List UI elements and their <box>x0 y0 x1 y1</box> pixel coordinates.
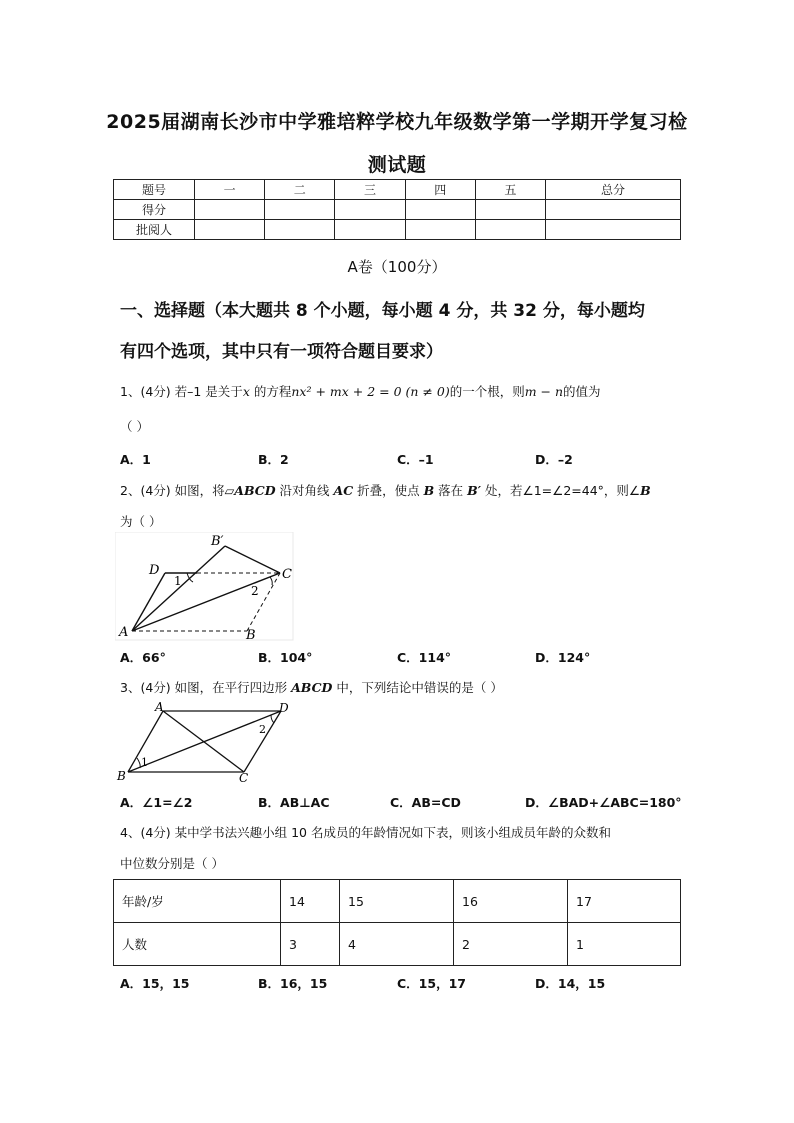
table-cell: 2 <box>454 923 568 966</box>
score-header-cell: 题号 <box>114 180 195 200</box>
table-cell: 年龄/岁 <box>114 880 281 923</box>
question-2-text: 2、(4分) 如图，将▱ABCD 沿对角线 AC 折叠，使点 B 落在 B′ 处，若∠1=∠2=44°，则∠B <box>120 483 651 498</box>
label-c: C <box>282 567 292 582</box>
question-4-text: 4、(4分) 某中学书法兴趣小组 10 名成员的年龄情况如下表，则该小组成员年龄的众数和 <box>120 825 611 840</box>
score-cell[interactable] <box>475 200 545 220</box>
label-angle-2: 2 <box>259 723 266 736</box>
score-row-label: 批阅人 <box>114 220 195 240</box>
score-cell[interactable] <box>405 200 475 220</box>
table-cell: 16 <box>454 880 568 923</box>
table-cell: 1 <box>568 923 681 966</box>
q3-option-d[interactable]: D．∠BAD+∠ABC=180° <box>525 795 682 810</box>
angle-1-arc <box>137 758 140 768</box>
q4-option-c[interactable]: C．15，17 <box>397 976 466 991</box>
label-d: D <box>149 563 160 578</box>
score-header-cell: 总分 <box>546 180 681 200</box>
table-cell: 4 <box>340 923 454 966</box>
score-table-header-row <box>114 180 681 200</box>
score-cell[interactable] <box>265 200 335 220</box>
question-3-text: 3、(4分) 如图，在平行四边形 ABCD 中，下列结论中错误的是（ ） <box>120 680 503 695</box>
score-cell[interactable] <box>546 220 681 240</box>
label-d: D <box>279 701 289 715</box>
figure-frame <box>115 532 293 640</box>
score-header-cell: 五 <box>475 180 545 200</box>
score-cell[interactable] <box>546 200 681 220</box>
score-cell[interactable] <box>475 220 545 240</box>
q2-option-b[interactable]: B．104° <box>258 650 313 665</box>
label-c: C <box>239 771 249 785</box>
score-cell[interactable] <box>335 220 405 240</box>
q1-option-c[interactable]: C．–1 <box>397 452 434 467</box>
table-cell: 15 <box>340 880 454 923</box>
score-header-cell: 四 <box>405 180 475 200</box>
score-cell[interactable] <box>405 220 475 240</box>
table-cell: 人数 <box>114 923 281 966</box>
label-b: B <box>117 769 126 783</box>
label-angle-1: 1 <box>174 574 182 588</box>
q1-option-b[interactable]: B．2 <box>258 452 289 467</box>
table-row <box>114 880 681 923</box>
score-table-row <box>114 200 681 220</box>
label-a: A <box>119 625 129 640</box>
angle-2-arc <box>271 715 274 723</box>
q1-option-d[interactable]: D．–2 <box>535 452 573 467</box>
label-angle-2: 2 <box>251 584 259 598</box>
score-header-cell: 一 <box>195 180 265 200</box>
edge-cd <box>244 711 281 772</box>
question-2-blank: 为（ ） <box>120 514 162 529</box>
score-table-row <box>114 220 681 240</box>
table-cell: 14 <box>281 880 340 923</box>
q1-option-a[interactable]: A．1 <box>120 452 151 467</box>
q4-option-b[interactable]: B．16，15 <box>258 976 328 991</box>
table-cell: 17 <box>568 880 681 923</box>
q4-option-d[interactable]: D．14，15 <box>535 976 606 991</box>
question-1-blank: （ ） <box>120 419 149 434</box>
score-cell[interactable] <box>195 200 265 220</box>
table-cell: 3 <box>281 923 340 966</box>
q3-option-c[interactable]: C．AB=CD <box>390 795 461 810</box>
q3-option-a[interactable]: A．∠1=∠2 <box>120 795 193 810</box>
label-b-prime: B′ <box>211 534 224 549</box>
question-1-text: 1、(4分) 若–1 是关于x 的方程nx² + mx + 2 = 0 (n ≠ 0)的一个根，则m − n的值为 <box>120 384 601 399</box>
q2-option-c[interactable]: C．114° <box>397 650 452 665</box>
volume-title: A卷（100分） <box>347 258 447 276</box>
figure-q3-parallelogram <box>113 700 293 786</box>
page-title-line1: 2025届湖南长沙市中学雅培粹学校九年级数学第一学期开学复习检 <box>106 111 688 133</box>
q3-option-b[interactable]: B．AB⊥AC <box>258 795 330 810</box>
table-row <box>114 923 681 966</box>
score-cell[interactable] <box>335 200 405 220</box>
page-title-line2: 测试题 <box>367 154 427 176</box>
label-b: B <box>246 628 256 642</box>
score-row-label: 得分 <box>114 200 195 220</box>
equation: nx² + mx + 2 = 0 (n ≠ 0) <box>291 384 450 399</box>
section-heading-line1: 一、选择题（本大题共 8 个小题，每小题 4 分，共 32 分，每小题均 <box>120 301 645 321</box>
question-4-text-line2: 中位数分别是（ ） <box>120 856 224 871</box>
score-cell[interactable] <box>195 220 265 240</box>
score-header-cell: 二 <box>265 180 335 200</box>
q4-option-a[interactable]: A．15，15 <box>120 976 190 991</box>
score-table <box>113 179 681 240</box>
age-table <box>113 879 681 966</box>
score-header-cell: 三 <box>335 180 405 200</box>
score-cell[interactable] <box>265 220 335 240</box>
label-a: A <box>155 700 164 714</box>
figure-q2-fold <box>115 532 295 642</box>
section-heading-line2: 有四个选项，其中只有一项符合题目要求） <box>120 342 443 362</box>
q2-option-d[interactable]: D．124° <box>535 650 591 665</box>
q2-option-a[interactable]: A．66° <box>120 650 166 665</box>
label-angle-1: 1 <box>141 756 148 769</box>
diagonal-bd <box>128 711 281 772</box>
